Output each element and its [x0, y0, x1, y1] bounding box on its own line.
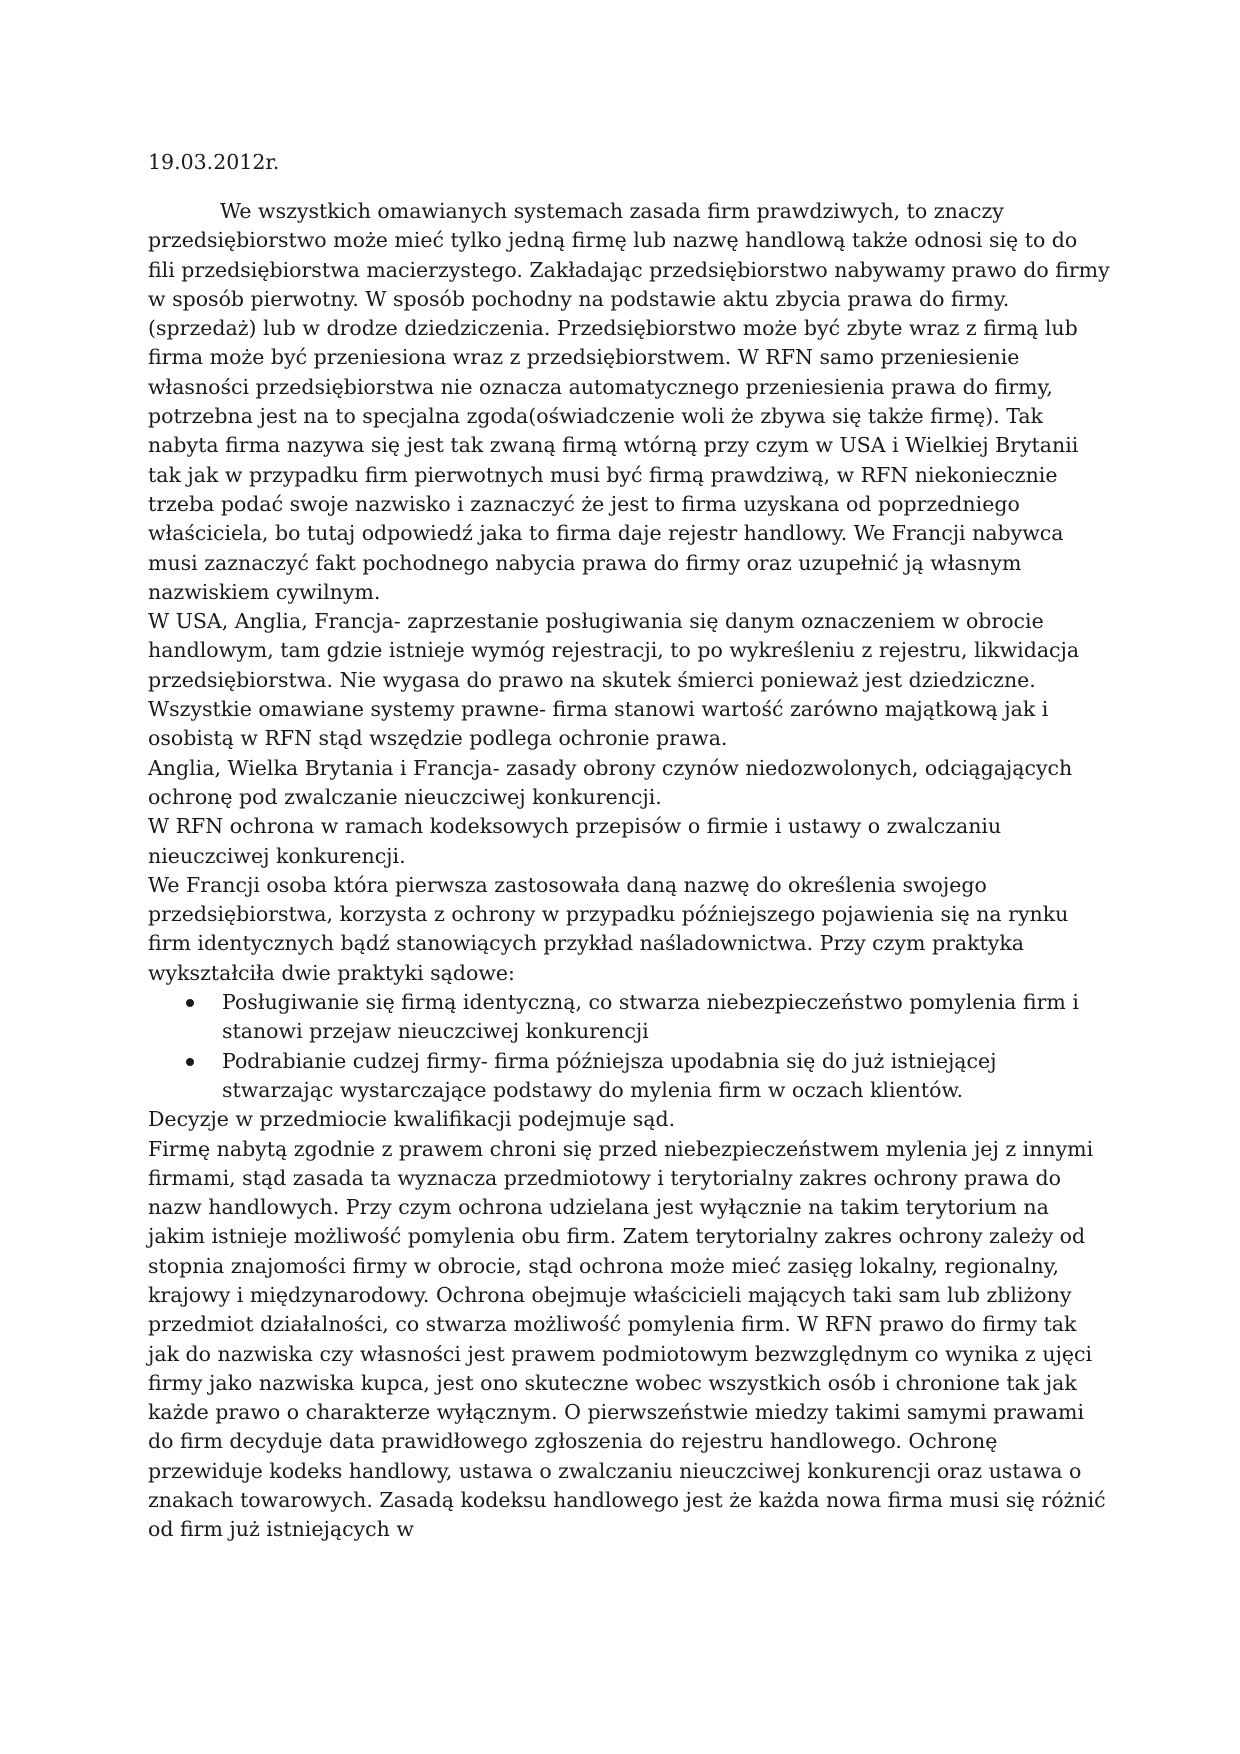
bullet-icon — [186, 1058, 194, 1066]
bullet-icon — [186, 999, 194, 1007]
paragraph-rfn-protection: W RFN ochrona w ramach kodeksowych przepisów o firmie i ustawy o zwalczaniu nieuczciwej konkurencji. — [148, 814, 1002, 868]
document-body — [148, 148, 1110, 1545]
list-item-text: Posługiwanie się firmą identyczną, co stwarza niebezpieczeństwo pomylenia firm i stanowi przejaw nieuczciwej konkurencji — [222, 990, 1079, 1044]
paragraph-value: Wszystkie omawiane systemy prawne- firma stanowi wartość zarówno majątkową jak i osobistą w RFN stąd wszędzie podlega ochronie prawa. — [148, 697, 1049, 751]
paragraph-france-protection: We Francji osoba która pierwsza zastosowała daną nazwę do określenia swojego przedsiębiorstwa, korzysta z ochrony w przypadku późniejszego pojawienia się na rynku firm identycznych bądź stanowiących przykład naśladownictwa. Przy czym praktyka wykształciła dwie praktyki sądowe: — [148, 872, 1069, 985]
paragraph-court-decision: Decyzje w przedmiocie kwalifikacji podejmuje sąd. — [148, 1107, 676, 1132]
paragraph-expiry: W USA, Anglia, Francja- zaprzestanie posługiwania się danym oznaczeniem w obrocie handlowym, tam gdzie istnieje wymóg rejestracji, to po wykreśleniu z rejestru, likwidacja przedsiębiorstwa. Nie wygasa do prawo na skutek śmierci ponieważ jest dziedziczne. — [148, 609, 1080, 692]
court-practices-list — [148, 988, 1110, 1105]
paragraph-territorial-scope: Firmę nabytą zgodnie z prawem chroni się przed niebezpieczeństwem mylenia jej z innymi firmami, stąd zasada ta wyznacza przedmiotowy i terytorialny zakres ochrony prawa do nazw handlowych. Przy czym ochrona udzielana jest wyłącznie na takim terytorium na jakim istnieje możliwość pomylenia obu firm. Zatem terytorialny zakres ochrony zależy od stopnia znajomości firmy w obrocie, stąd ochrona może mieć zasięg lokalny, regionalny, krajowy i międzynarodowy. Ochrona obejmuje właścicieli mających taki sam lub zbliżony przedmiot działalności, co stwarza możliwość pomylenia firm. W RFN prawo do firmy tak jak do nazwiska czy własności jest prawem podmiotowym bezwzględnym co wynika z ujęci firmy jako nazwiska kupca, jest ono skuteczne wobec wszystkich osób i chronione tak jak każde prawo o charakterze wyłącznym. O pierwszeństwie miedzy takimi samymi prawami do firm decyduje data prawidłowego zgłoszenia do rejestru handlowego. Ochronę przewiduje kodeks handlowy, ustawa o zwalczaniu nieuczciwej konkurencji oraz ustawa o znakach towarowych. Zasadą kodeksu handlowego jest że każda nowa firma musi się różnić od firm już istniejących w — [148, 1136, 1106, 1542]
list-item — [148, 988, 1110, 1047]
list-item-text: Podrabianie cudzej firmy- firma późniejsza upodabnia się do już istniejącej stwarzając wystarczające podstawy do mylenia firm w oczach klientów. — [222, 1048, 997, 1102]
paragraph-firm-truth-principle: We wszystkich omawianych systemach zasada firm prawdziwych, to znaczy przedsiębiorstwo może mieć tylko jedną firmę lub nazwę handlową także odnosi się to do fili przedsiębiorstwa macierzystego. Zakładając przedsiębiorstwo nabywamy prawo do firmy w sposób pierwotny. W sposób pochodny na podstawie aktu zbycia prawa do firmy.(sprzedaż) lub w drodze dziedziczenia. Przedsiębiorstwo może być zbyte wraz z firmą lub firma może być przeniesiona wraz z przedsiębiorstwem. W RFN samo przeniesienie własności przedsiębiorstwa nie oznacza automatycznego przeniesienia prawa do firmy, potrzebna jest na to specjalna zgoda(oświadczenie woli że zbywa się także firmę). Tak nabyta firma nazywa się jest tak zwaną firmą wtórną przy czym w USA i Wielkiej Brytanii tak jak w przypadku firm pierwotnych musi być firmą prawdziwą, w RFN niekoniecznie trzeba podać swoje nazwisko i zaznaczyć że jest to firma uzyskana od poprzedniego właściciela, bo tutaj odpowiedź jaka to firma daje rejestr handlowy. We Francji nabywca musi zaznaczyć fakt pochodnego nabycia prawa do firmy oraz uzupełnić ją własnym nazwiskiem cywilnym. — [148, 199, 1110, 604]
document-date: 19.03.2012r. — [148, 150, 280, 174]
list-item — [148, 1047, 1110, 1106]
paragraph-england-france: Anglia, Wielka Brytania i Francja- zasady obrony czynów niedozwolonych, odciągających ochronę pod zwalczanie nieuczciwej konkurencji. — [148, 755, 1073, 809]
